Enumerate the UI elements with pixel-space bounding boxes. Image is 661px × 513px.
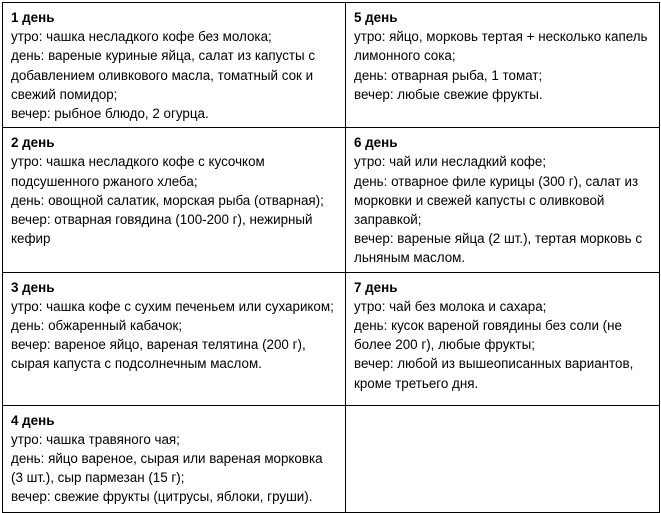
evening-meal: вечер: любые свежие фрукты. [354, 86, 543, 102]
evening-meal: вечер: вареные яйца (2 шт.), тертая морковь с льняным маслом. [354, 231, 643, 266]
empty-cell [346, 405, 660, 512]
evening-meal: вечер: рыбное блюдо, 2 огурца. [11, 106, 209, 122]
evening-meal: вечер: отварная говядина (100-200 г), нежирный кефир [11, 212, 313, 247]
diet-menu-table [2, 2, 660, 513]
day-title: 5 день [354, 10, 398, 25]
day-title: 2 день [11, 135, 55, 151]
day-title: 3 день [11, 279, 55, 295]
afternoon-meal: день: вареные куриные яйца, салат из капусты с добавлением оливкового масла, томатный сок и свежий помидор; [11, 48, 316, 102]
morning-meal: утро: чашка травяного чая; [11, 431, 180, 447]
day-cell-7 [346, 272, 660, 405]
table-row [3, 272, 660, 405]
morning-meal: утро: яйцо, морковь тертая + несколько капель лимонного сока; [354, 29, 648, 64]
afternoon-meal: день: обжаренный кабачок; [11, 318, 183, 334]
day-cell-1 [3, 3, 346, 128]
day-title: 7 день [354, 279, 398, 295]
table-row [3, 3, 660, 128]
afternoon-meal: день: яйцо вареное, сырая или вареная морковка (3 шт.), сыр пармезан (15 г); [11, 451, 323, 486]
day-cell-5 [346, 3, 660, 128]
table-row [3, 405, 660, 512]
morning-meal: утро: чай без молока и сахара; [354, 298, 547, 314]
morning-meal: утро: чашка несладкого кофе без молока; [11, 29, 272, 45]
evening-meal: вечер: любой из вышеописанных вариантов, кроме третьего дня. [354, 356, 634, 391]
day-cell-6 [346, 128, 660, 272]
evening-meal: вечер: свежие фрукты (цитрусы, яблоки, груши). [11, 489, 313, 505]
afternoon-meal: день: овощной салатик, морская рыба (отварная); [11, 192, 324, 208]
evening-meal: вечер: вареное яйцо, вареная телятина (200 г), сырая капуста с подсолнечным маслом. [11, 337, 306, 372]
afternoon-meal: день: кусок вареной говядины без соли (не более 200 г), любые фрукты; [354, 318, 622, 353]
day-cell-4 [3, 405, 346, 512]
day-cell-2 [3, 128, 346, 272]
morning-meal: утро: чашка несладкого кофе с кусочком подсушенного ржаного хлеба; [11, 154, 265, 189]
day-title: 1 день [11, 10, 55, 25]
table-row [3, 128, 660, 272]
day-title: 4 день [11, 412, 55, 428]
day-title: 6 день [354, 135, 398, 151]
day-cell-3 [3, 272, 346, 405]
morning-meal: утро: чашка кофе с сухим печеньем или сухариком; [11, 298, 334, 314]
afternoon-meal: день: отварное филе курицы (300 г), салат из морковки и свежей капусты с оливковой заправкой; [354, 173, 639, 228]
morning-meal: утро: чай или несладкий кофе; [354, 154, 547, 170]
afternoon-meal: день: отварная рыба, 1 томат; [354, 67, 543, 83]
